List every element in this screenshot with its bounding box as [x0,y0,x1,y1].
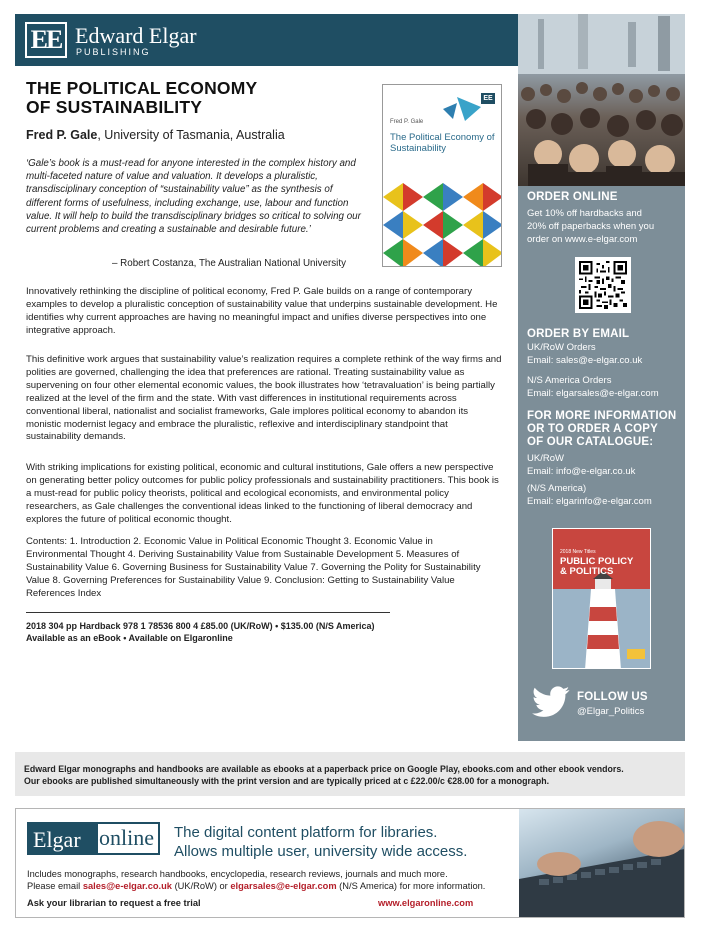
elgaronline-tagline [174,823,467,861]
cover-title: The Political Economy of Sustainability [390,132,495,154]
laptop-hands-illustration [519,809,685,917]
publisher-name: Edward Elgar [75,23,197,48]
book-title [26,79,257,117]
info-heading-2: OR TO ORDER A COPY [527,423,658,435]
catalogue-title-2: & POLITICS [560,566,614,577]
ns-orders-email[interactable]: Email: elgarsales@e-elgar.com [527,388,659,399]
text-2-mid: (UK/RoW) or [171,880,231,891]
cover-illustration [383,85,502,267]
info-ns-email[interactable]: Email: elgarinfo@e-elgar.com [527,496,652,507]
tagline-line-2: Allows multiple user, university wide access. [174,843,468,860]
tagline-line-1: The digital content platform for libraries. [174,824,438,841]
order-online-heading: ORDER ONLINE [527,191,618,203]
qr-code-graphic [579,261,627,309]
author-name: Fred P. Gale [26,128,98,142]
catalogue-cover[interactable] [552,528,651,669]
book-cover [382,84,502,267]
table-of-contents: Contents: 1. Introduction 2. Economic Value in Political Economic Thought 3. Economic Value in Environmental Thought 4. Deriving Sustainability Value from Sustainable Development 5. Measures of Sustainability Value 6. Governing Business for Sustainability Value 7. Governing the Polity for Sustainability Value 8. Governing Preferences for Sustainability Value 9. Conclusion: Getting to Sustainability Value References Index [26,536,481,599]
quote-attribution: – Robert Costanza, The Australian National University [112,258,346,269]
sales-email-link[interactable]: sales@e-elgar.co.uk [82,880,172,891]
description-paragraph-2: This definitive work argues that sustainability value’s realization requires a complete rethink of the way firms and polities are governed, challenging the idea that preferences are rational. Treating sustainability value as supervening on four other elemental economic values, the book illustrates how ‘tetravaluation’ is being partially realized at the level of the firm and the state. With vast differences in institutional requirements across conventional liberal, nationalist and socialist frameworks, Gale implores political economy to abandon its monistic modernist legacy and embrace the pluralistic, reflexive and interdisciplinary standpoint that sustainability demands. [26,354,502,443]
info-heading-1: FOR MORE INFORMATION [527,410,677,422]
elgaronline-text-1: Includes monographs, research handbooks, encyclopedia, research reviews, journals and much more. [27,869,448,879]
publisher-header [15,14,518,66]
order-sidebar [518,186,685,741]
elgarsales-email-link[interactable]: elgarsales@e-elgar.com [230,880,337,891]
ns-orders-label: N/S America Orders [527,375,612,386]
crowd-photo [518,14,685,186]
info-uk-label: UK/RoW [527,453,564,464]
author-affiliation: , University of Tasmania, Australia [97,128,285,142]
book-title-line-1: THE POLITICAL ECONOMY [26,78,258,98]
elgaronline-description [27,869,485,892]
bibliographic-details [26,620,375,644]
follow-us-heading: FOLLOW US [577,691,648,703]
info-ns-label: (N/S America) [527,483,587,494]
ebook-info-line-2: Our ebooks are published simultaneously with the print version and are typically priced at c £22.00/c €28.00 for a monograph. [24,776,550,786]
description-paragraph-3: With striking implications for existing political, economic and cultural institutions, Gale offers a new perspective on generating better policy outcomes for public policy professionals and sustainability practitioners. This book is a must-read for public policy theorists, political and ecological economists, and environmental policy researchers, as Gale challenges the conventional ideas linked to the functioning of liberal democracy and explores the future of political economic thought. [26,462,499,525]
order-online-link[interactable]: order on www.e-elgar.com [527,234,638,245]
book-title-line-2: OF SUSTAINABILITY [26,97,203,117]
elgaronline-logo-online: online [98,824,158,853]
catalogue-title-1: PUBLIC POLICY [560,556,634,567]
twitter-bird-icon [532,686,570,718]
book-author [26,128,285,142]
free-trial-prompt: Ask your librarian to request a free trial [27,898,201,908]
uk-orders-email[interactable]: Email: sales@e-elgar.co.uk [527,355,643,366]
endorsement-quote: ‘Gale’s book is a must-read for anyone interested in the complex history and multi-faceted nature of value and valuation. It develops a pluralistic, transdisciplinary conception of “sustainability value” as the synthesis of different forms of usefulness, including exchange, use, labour and function value. It will help to build the transdisciplinary bridges so critical to solving our current problems and creating a sustainable and desirable future.’ [26,158,361,236]
cover-logo: EE [481,93,495,104]
divider [26,612,390,613]
elgaronline-text-2 [27,881,485,893]
uk-orders-label: UK/RoW Orders [527,342,596,353]
info-heading-3: OF OUR CATALOGUE: [527,436,654,448]
crowd-illustration [518,14,685,186]
info-uk-email[interactable]: Email: info@e-elgar.co.uk [527,466,636,477]
text-2-post: (N/S America) for more information. [336,880,486,891]
qr-code[interactable] [575,257,631,313]
order-email-heading: ORDER BY EMAIL [527,328,630,340]
elgaronline-url[interactable]: www.elgaronline.com [378,898,474,908]
elgaronline-logo-word: Elgar [33,827,81,852]
elgaronline-ad [15,808,685,918]
ebook-info-line-1: Edward Elgar monographs and handbooks are available as ebooks at a paperback price on Google Play, ebooks.com and other ebook vendors. [24,764,624,774]
biblio-line-1: 2018 304 pp Hardback 978 1 78536 800 4 £85.00 (UK/RoW) • $135.00 (N/S America) [26,621,375,631]
twitter-handle[interactable]: @Elgar_Politics [577,706,645,717]
order-online-text-1: Get 10% off hardbacks and [527,208,642,219]
cover-author: Fred P. Gale [390,119,424,125]
publisher-subtitle: PUBLISHING [76,47,151,57]
description-paragraph-1: Innovatively rethinking the discipline of political economy, Fred P. Gale builds on a range of contemporary examples to develop a pluralistic conception of sustainability value that underpins sustainable development. He identifies why current approaches are having no meaningful impact and unifies diverse perspectives into one integrative approach. [26,286,498,336]
laptop-photo [519,809,685,917]
catalogue-top-label: 2018 New Titles [560,549,596,555]
publisher-logo-mark: EE [25,22,67,58]
ebook-info-strip [15,752,685,796]
twitter-icon[interactable] [532,686,570,720]
elgaronline-logo[interactable] [27,822,160,855]
text-2-pre: Please email [27,880,83,891]
order-online-text-2: 20% off paperbacks when you [527,221,655,232]
biblio-line-2: Available as an eBook • Available on Elgaronline [26,633,233,643]
